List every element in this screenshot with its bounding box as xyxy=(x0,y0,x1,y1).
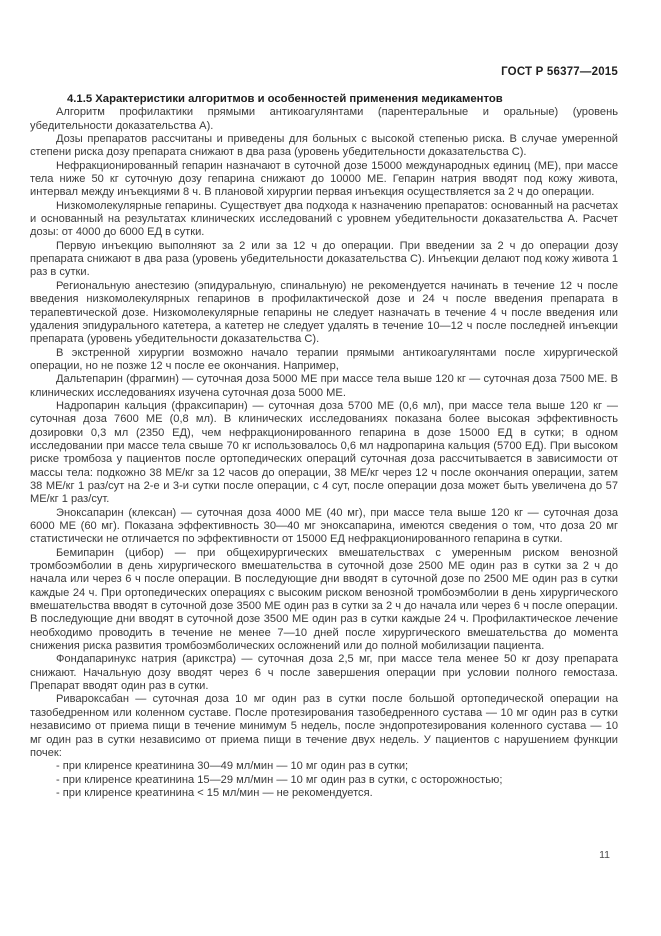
paragraph-bemiparin: Бемипарин (цибор) — при общехирургических вмешательствах с умеренным риском венозной тромбоэмболии в день хирургического вмешательства в суточной дозе 2500 МЕ один раз в сутки за 2 ч до начала или через 6 ч после операции. В последующие дни вводят в суточной дозе по 2500 МЕ один раз в сутки каждые 24 ч. При ортопедических операциях с высоким риском венозной тромбоэмболии в день хирургического вмешательства вводят в суточной дозе 3500 МЕ один раз в сутки за 2 ч до начала или через 6 ч после операции. В последующие дни вводят в суточной дозе 3500 МЕ один раз в сутки каждые 24 ч. Профилактическое лечение необходимо проводить в течение не менее 7—10 дней после хирургического вмешательства до момента снижения риска развития тромбоэмболических осложнений или до полной мобилизации пациента. xyxy=(30,546,618,653)
section-heading: 4.1.5 Характеристики алгоритмов и особенностей применения медикаментов xyxy=(67,93,503,105)
paragraph-lmw-heparins: Низкомолекулярные гепарины. Существует два подхода к назначению препаратов: основанный на расчетах и основанный на результатах клинических исследований с уровнем убедительности доказательства А. Расчет дозы: от 4000 до 6000 ЕД в сутки. xyxy=(30,199,618,239)
paragraph-fondaparinux: Фондапаринукс натрия (арикстра) — суточная доза 2,5 мг, при массе тела менее 50 кг дозу препарата снижают. Начальную дозу вводят через 6 ч после завершения операции при условии полного гемостаза. Препарат вводят один раз в сутки. xyxy=(30,653,618,693)
paragraph-first-injection: Первую инъекцию выполняют за 2 или за 12 ч до операции. При введении за 2 ч до операции дозу препарата снижают в два раза (уровень убедительности доказательства С). Инъекции делают под кожу живота 1 раз в сутки. xyxy=(30,239,618,279)
list-item-creatinine-15-29: - при клиренсе креатинина 15—29 мл/мин — 10 мг один раз в сутки, с осторожностью; xyxy=(56,773,503,786)
list-item-creatinine-30-49: - при клиренсе креатинина 30—49 мл/мин — 10 мг один раз в сутки; xyxy=(56,760,409,773)
page-number: 11 xyxy=(599,849,610,861)
document-standard-code: ГОСТ Р 56377—2015 xyxy=(501,66,618,78)
paragraph-doses-calculated: Дозы препаратов рассчитаны и приведены для больных с высокой степенью риска. В случае умеренной степени риска дозу препарата снижают в два раза (уровень убедительности доказательства С). xyxy=(30,133,618,159)
paragraph-regional-anesthesia: Региональную анестезию (эпидуральную, спинальную) не рекомендуется начинать в течение 12 ч после введения низкомолекулярных гепаринов в профилактической дозе и 24 ч после введения препарата в терапевтической дозе. Низкомолекулярные гепарины не следует назначать в течение 4 ч после введения или удаления эпидурального катетера, а катетер не следует удалять в течение 10—12 ч после последней инъекции препарата (уровень убедительности доказательства С). xyxy=(30,279,618,346)
paragraph-nadroparin: Надропарин кальция (фраксипарин) — суточная доза 5700 МЕ (0,6 мл), при массе тела выше 120 кг — суточная доза 7600 МЕ (0,8 мл). В клинических исследованиях показана более высокая эффективность дозировки 0,3 мл (2350 ЕД), чем нефракционированного гепарина в дозе 15000 ЕД в сутки; в одном исследовании при массе тела свыше 70 кг использовалось 0,6 мл надропарина кальция (5700 ЕД). При высоком риске тромбоза у пациентов после ортопедических операций суточная доза рассчитывается в зависимости от массы тела: подкожно 38 МЕ/кг за 12 часов до операции, 38 МЕ/кг через 12 ч после окончания операции, затем 38 МЕ/кг 1 раз/сут на 2-е и 3-и сутки после операции, с 4 сут, после операции доза может быть увеличена до 57 МЕ/кг 1 раз/сут. xyxy=(30,399,618,506)
paragraph-algorithm-intro: Алгоритм профилактики прямыми антикоагулянтами (парентеральные и оральные) (уровень убедительности доказательства А). xyxy=(30,106,618,132)
list-item-creatinine-below-15: - при клиренсе креатинина < 15 мл/мин — не рекомендуется. xyxy=(56,786,373,799)
paragraph-dalteparin: Дальтепарин (фрагмин) — суточная доза 5000 МЕ при массе тела выше 120 кг — суточная доза 7500 МЕ. В клинических исследованиях изучена суточная доза 5000 МЕ. xyxy=(30,373,618,399)
paragraph-emergency-surgery: В экстренной хирургии возможно начало терапии прямыми антикоагулянтами после хирургической операции, но не позже 12 ч после ее окончания. Например, xyxy=(30,346,618,372)
paragraph-unfractionated-heparin: Нефракционированный гепарин назначают в суточной дозе 15000 международных единиц (МЕ), при массе тела ниже 50 кг суточную дозу гепарина снижают до 10000 МЕ. Гепарин натрия вводят под кожу живота, интервал между инъекциями 8 ч. В плановой хирургии первая инъекция осуществляется за 2 ч до операции. xyxy=(30,159,618,199)
document-body xyxy=(30,93,618,800)
paragraph-enoxaparin: Эноксапарин (клексан) — суточная доза 4000 МЕ (40 мг), при массе тела выше 120 кг — суточная доза 6000 МЕ (60 мг). Показана эффективность 30—40 мг эноксапарина, имеются сведения о том, что доза 20 мг статистически не отличается по эффективности от 15000 ЕД нефракционированного гепарина в сутки. xyxy=(30,506,618,546)
paragraph-rivaroxaban: Ривароксабан — суточная доза 10 мг один раз в сутки после большой ортопедической операции на тазобедренном или коленном суставе. После протезирования тазобедренного сустава — 10 мг один раз в сутки независимо от приема пищи в течение минимум 5 недель, после эндопротезирования коленного сустава — 10 мг один раз в сутки независимо от приема пищи в течение двух недель. У пациентов с нарушением функции почек: xyxy=(30,693,618,759)
